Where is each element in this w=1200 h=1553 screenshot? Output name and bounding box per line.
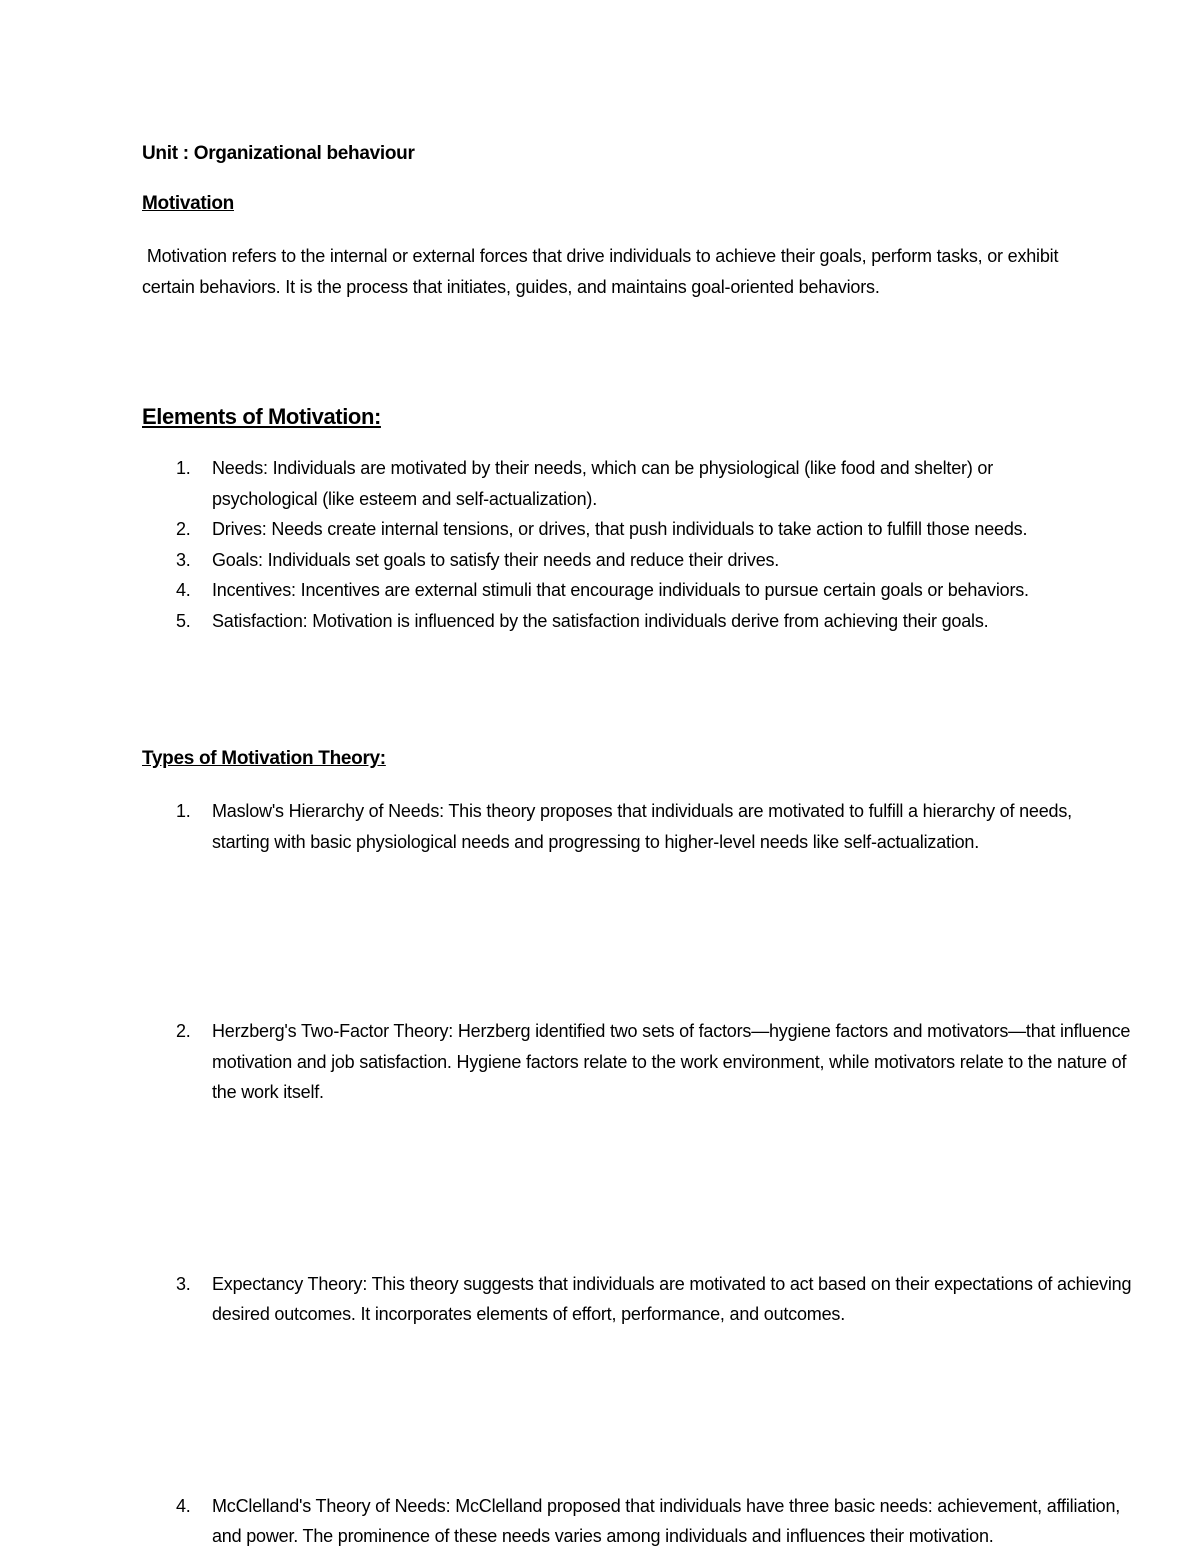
list-item-number: 4. [176, 580, 191, 600]
list-item [142, 545, 1062, 576]
list-item [142, 575, 1062, 606]
list-item-text: Herzberg's Two-Factor Theory: Herzberg identified two sets of factors—hygiene factors and motivators—that influence motivation and job satisfaction. Hygiene factors relate to the work environment, while motivators relate to the nature of the work itself. [212, 1021, 1131, 1102]
elements-heading: Elements of Motivation: [142, 404, 381, 429]
list-item [142, 796, 1132, 857]
list-item-text: Satisfaction: Motivation is influenced by the satisfaction individuals derive from achieving their goals. [212, 610, 989, 631]
unit-title: Unit : Organizational behaviour [142, 143, 415, 164]
list-item-number: 2. [176, 1021, 191, 1041]
list-item-text: Goals: Individuals set goals to satisfy their needs and reduce their drives. [212, 549, 780, 570]
list-item-number: 1. [176, 801, 191, 821]
types-heading: Types of Motivation Theory: [142, 748, 386, 769]
list-item-text: Drives: Needs create internal tensions, or drives, that push individuals to take action to fulfill those needs. [212, 519, 1028, 539]
list-item [142, 1269, 1132, 1330]
elements-list [142, 453, 1062, 636]
motivation-heading: Motivation [142, 193, 234, 214]
list-item-text: Incentives: Incentives are external stimuli that encourage individuals to pursue certain goals or behaviors. [212, 580, 1029, 600]
motivation-paragraph: Motivation refers to the internal or external forces that drive individuals to achieve their goals, perform tasks, or exhibit certain behaviors. It is the process that initiates, guides, and maintains goal-oriented behaviors. [142, 246, 1064, 297]
list-item-number: 4. [176, 1495, 191, 1516]
list-item-number: 5. [176, 610, 191, 631]
list-item-number: 1. [176, 458, 191, 478]
list-item [142, 514, 1062, 545]
list-item [142, 1016, 1132, 1108]
list-item [142, 1491, 1132, 1552]
list-item-text: McClelland's Theory of Needs: McClelland proposed that individuals have three basic needs: achievement, affiliation, and power. The prominence of these needs varies among individuals and influences their motivation. [212, 1495, 1121, 1546]
list-item-number: 3. [176, 1273, 191, 1294]
list-item-number: 2. [176, 519, 191, 539]
list-item-text: Needs: Individuals are motivated by their needs, which can be physiological (like food and shelter) or psychological (like esteem and self-actualization). [212, 458, 994, 509]
list-item-text: Expectancy Theory: This theory suggests that individuals are motivated to act based on their expectations of achieving desired outcomes. It incorporates elements of effort, performance, and outcomes. [212, 1273, 1132, 1324]
list-item-number: 3. [176, 549, 191, 570]
list-item [142, 453, 1062, 514]
list-item-text: Maslow's Hierarchy of Needs: This theory proposes that individuals are motivated to fulfill a hierarchy of needs, starting with basic physiological needs and progressing to higher-level needs like self-actualization. [212, 801, 1072, 852]
list-item [142, 606, 1062, 637]
